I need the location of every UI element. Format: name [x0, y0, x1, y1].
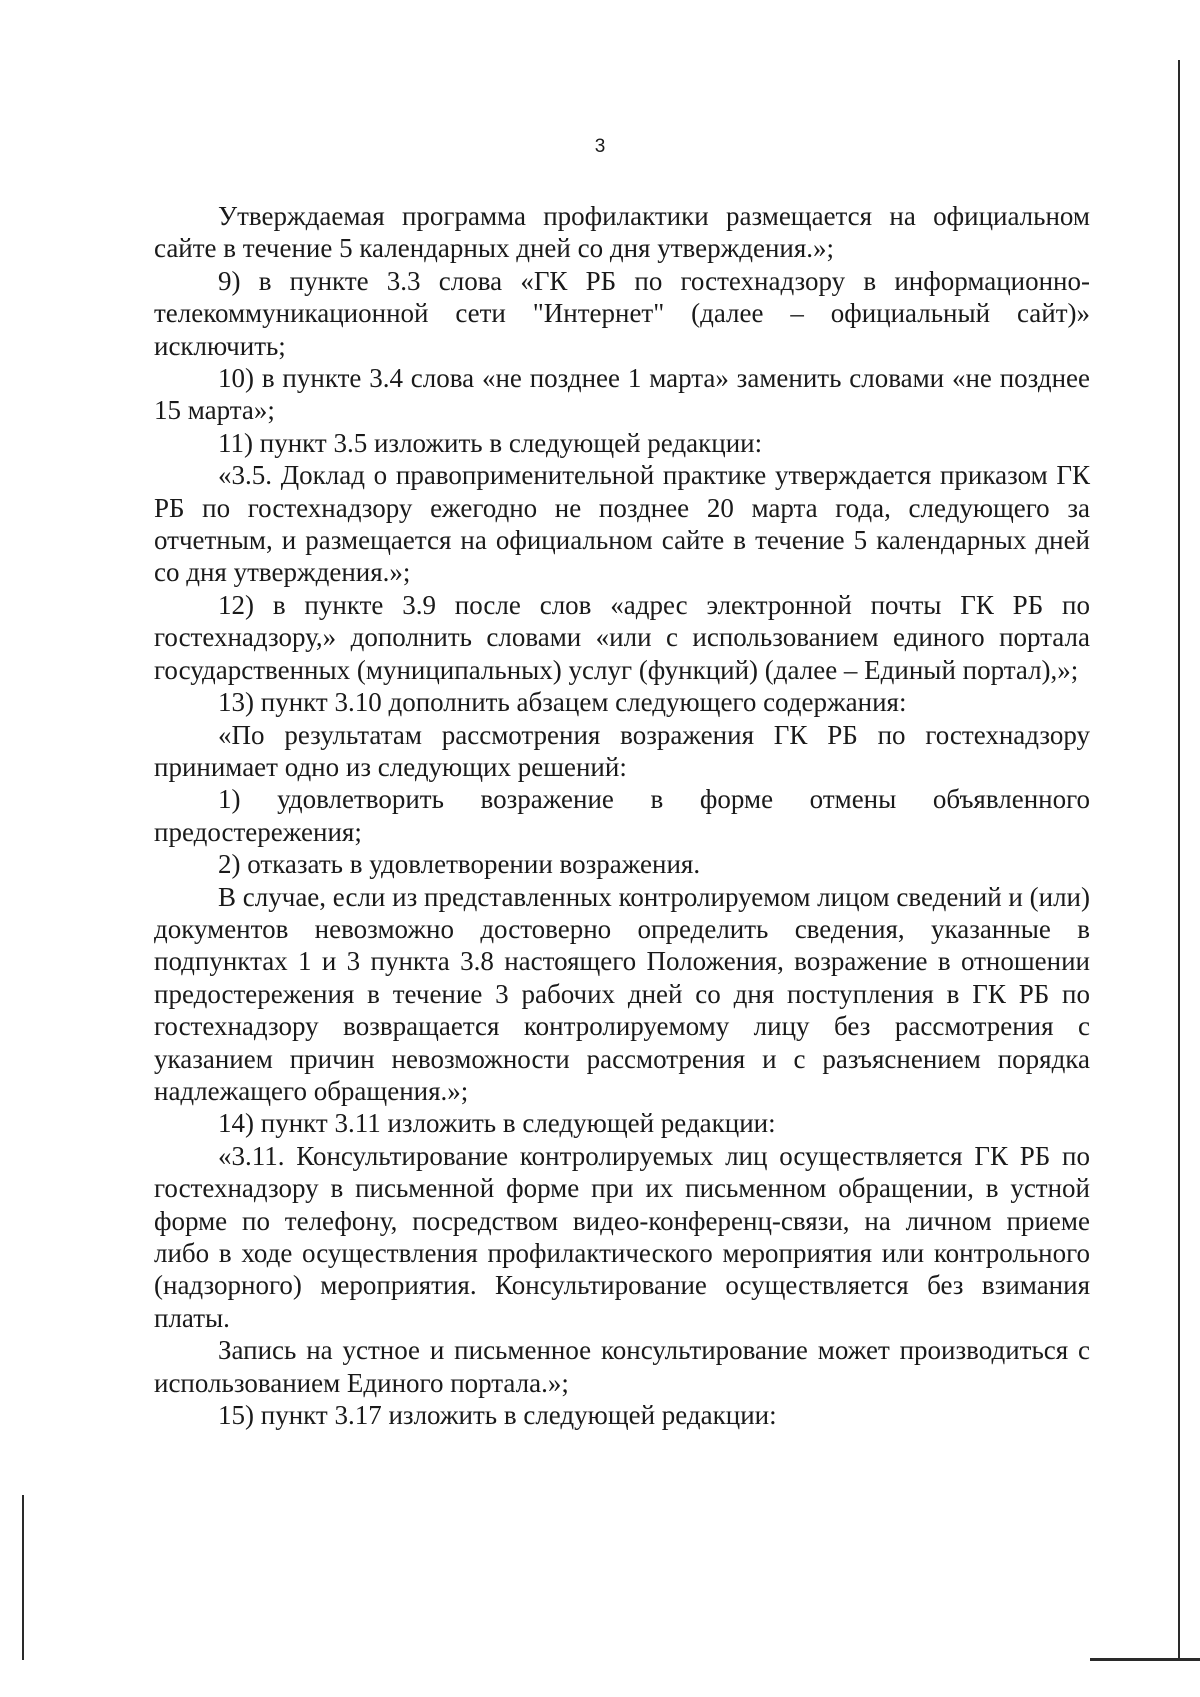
paragraph: 12) в пункте 3.9 после слов «адрес электронной почты ГК РБ по гостехнадзору,» дополнить словами «или с использованием единого портала государственных (муниципальных) услуг (функций) (далее – Единый портал),»; — [154, 589, 1090, 685]
scan-edge-left — [22, 1495, 24, 1660]
paragraph: В случае, если из представленных контролируемом лицом сведений и (или) документов невозможно достоверно определить сведения, указанные в подпунктах 1 и 3 пункта 3.8 настоящего Положения, возражение в отношении предостережения в течение 3 рабочих дней со дня поступления в ГК РБ по гостехнадзору возвращается контролируемому лицу без рассмотрения с указанием причин невозможности рассмотрения и с разъяснением порядка надлежащего обращения.»; — [154, 881, 1090, 1106]
paragraph: 1) удовлетворить возражение в форме отмены объявленного предостережения; — [154, 784, 1090, 847]
paragraph: Запись на устное и письменное консультирование может производиться с использованием Единого портала.»; — [154, 1335, 1090, 1398]
paragraph: 9) в пункте 3.3 слова «ГК РБ по гостехнадзору в информационно-телекоммуникационной сети "Интернет" (далее – официальный сайт)» исключить; — [154, 265, 1090, 361]
paragraph: 14) пункт 3.11 изложить в следующей редакции: — [218, 1108, 776, 1139]
paragraph: 10) в пункте 3.4 слова «не позднее 1 марта» заменить словами «не позднее 15 марта»; — [154, 363, 1090, 426]
paragraph: 11) пункт 3.5 изложить в следующей редакции: — [218, 427, 763, 458]
paragraph: «По результатам рассмотрения возражения ГК РБ по гостехнадзору принимает одно из следующих решений: — [154, 719, 1090, 782]
paragraph: «3.5. Доклад о правоприменительной практике утверждается приказом ГК РБ по гостехнадзору ежегодно не позднее 20 марта года, следующего за отчетным, и размещается на официальном сайте в течение 5 календарных дней со дня утверждения.»; — [154, 460, 1090, 588]
page-number: 3 — [594, 136, 606, 157]
document-body — [154, 200, 1090, 1431]
paragraph: Утверждаемая программа профилактики размещается на официальном сайте в течение 5 календарных дней со дня утверждения.»; — [154, 201, 1090, 264]
paragraph: 13) пункт 3.10 дополнить абзацем следующего содержания: — [218, 687, 907, 718]
scan-edge-right — [1178, 60, 1180, 1660]
paragraph: 2) отказать в удовлетворении возражения. — [218, 849, 701, 880]
paragraph: 15) пункт 3.17 изложить в следующей редакции: — [218, 1400, 777, 1431]
paragraph: «3.11. Консультирование контролируемых лиц осуществляется ГК РБ по гостехнадзору в письменной форме при их письменном обращении, в устной форме по телефону, посредством видео-конференц-связи, на личном приеме либо в ходе осуществления профилактического мероприятия или контрольного (надзорного) мероприятия. Консультирование осуществляется без взимания платы. — [154, 1140, 1090, 1333]
scan-edge-bottom — [1090, 1658, 1200, 1661]
